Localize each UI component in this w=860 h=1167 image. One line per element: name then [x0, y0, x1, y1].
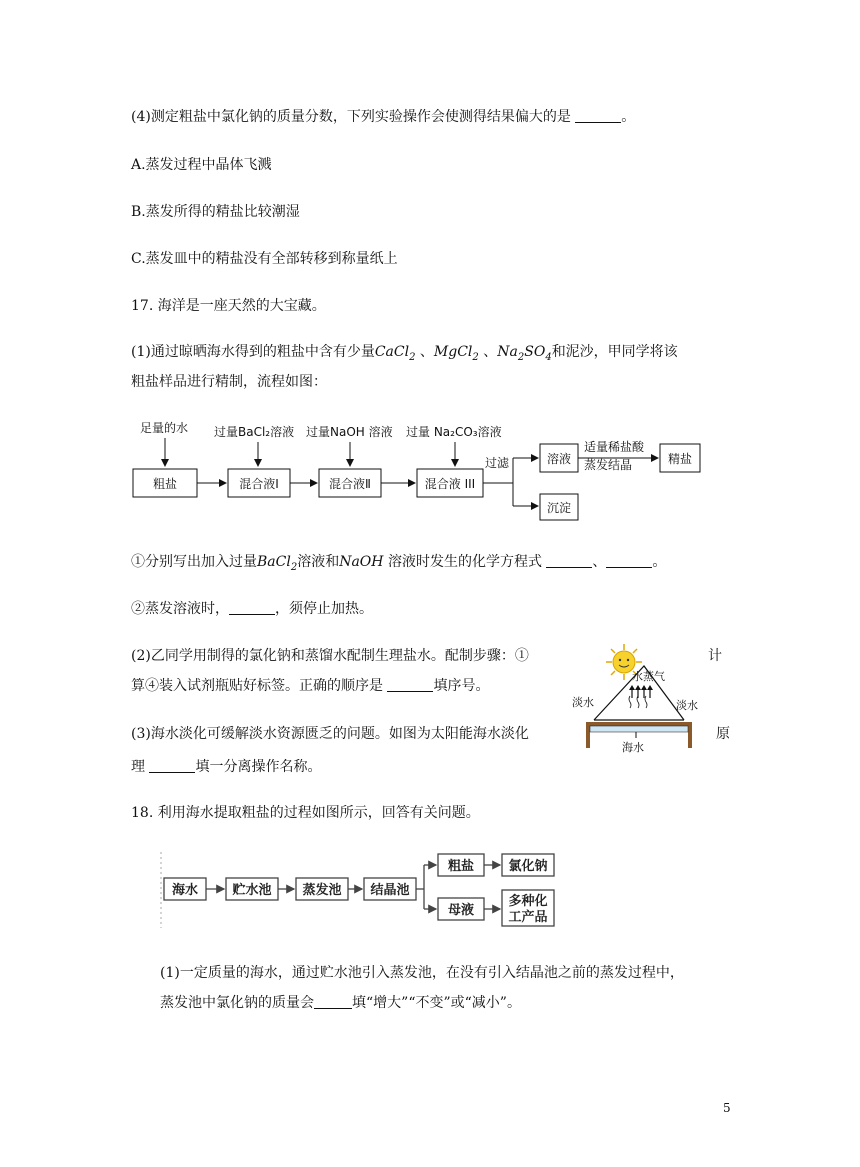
- q17-c2: ②蒸发溶液时， ，须停止加热。: [131, 601, 373, 617]
- q18-title: 18. 利用海水提取粗盐的过程如图所示，回答有关问题。: [131, 805, 480, 821]
- svg-text:多种化: 多种化: [508, 894, 548, 909]
- sea-salt-flowchart: [160, 848, 560, 930]
- q17-part2-line1: (2)乙同学用制得的氯化钠和蒸馏水配制生理盐水。配制步骤：①: [131, 648, 529, 664]
- label-add-bacl2: 过量BaCl₂溶液: [214, 425, 295, 439]
- answer-blank: [149, 758, 195, 773]
- label-evaporate: 蒸发结晶: [584, 458, 633, 472]
- svg-text:溶液: 溶液: [546, 452, 572, 466]
- svg-text:粗盐: 粗盐: [447, 859, 475, 874]
- svg-text:混合液 III: 混合液 III: [424, 477, 476, 491]
- label-add-na2co3: 过量 Na₂CO₃溶液: [406, 425, 502, 439]
- svg-text:海水: 海水: [171, 883, 199, 898]
- answer-blank: [229, 600, 275, 615]
- svg-text:淡水: 淡水: [572, 696, 594, 709]
- svg-text:海水: 海水: [622, 741, 644, 754]
- q17-part3-line1: (3)海水淡化可缓解淡水资源匮乏的问题。如图为太阳能海水淡化: [131, 726, 529, 742]
- svg-text:沉淀: 沉淀: [546, 501, 572, 515]
- answer-blank: [387, 677, 433, 692]
- q17-part3-tail: 原: [716, 726, 730, 742]
- answer-blank: [575, 108, 621, 123]
- q17-part2-line2: 算④装入试剂瓶贴好标签。正确的顺序是 填序号。: [131, 678, 490, 694]
- svg-text:水蒸气: 水蒸气: [632, 670, 665, 683]
- answer-blank: [314, 994, 352, 1009]
- svg-text:蒸发池: 蒸发池: [302, 883, 342, 898]
- q16-part4: (4)测定粗盐中氯化钠的质量分数，下列实验操作会使测得结果偏大的是 。: [131, 109, 636, 125]
- svg-text:氯化钠: 氯化钠: [508, 859, 548, 874]
- svg-text:精盐: 精盐: [667, 452, 693, 466]
- label-acid: 适量稀盐酸: [584, 440, 645, 454]
- q17-c1: ①分别写出加入过量BaCl$_2$溶液和NaOH 溶液时发生的化学方程式 、 。: [131, 554, 667, 573]
- svg-text:工产品: 工产品: [508, 910, 548, 925]
- svg-text:贮水池: 贮水池: [232, 883, 272, 898]
- svg-text:淡水: 淡水: [676, 699, 698, 712]
- q16-option-c: C.蒸发皿中的精盐没有全部转移到称量纸上: [131, 251, 398, 267]
- label-filter: 过滤: [485, 456, 510, 470]
- answer-blank: [546, 553, 592, 568]
- q16-option-b: B.蒸发所得的精盐比较潮湿: [131, 204, 300, 220]
- q17-part2-tail: 计: [708, 648, 722, 664]
- q17-title: 17. 海洋是一座天然的大宝藏。: [131, 298, 326, 314]
- svg-text:混合液I: 混合液I: [239, 477, 279, 491]
- label-add-naoh: 过量NaOH 溶液: [306, 425, 393, 439]
- purification-flowchart: [130, 414, 710, 526]
- q17-part1-line1: (1)通过晾晒海水得到的粗盐中含有少量CaCl$_2$ 、MgCl$_2$ 、$Na_2SO_4$和泥沙，甲同学将该: [131, 344, 678, 363]
- q17-part3-line2: 理 填一分离操作名称。: [131, 759, 322, 775]
- svg-text:混合液Ⅱ: 混合液Ⅱ: [329, 477, 371, 491]
- q18-part1-line1: (1)一定质量的海水，通过贮水池引入蒸发池，在没有引入结晶池之前的蒸发过程中，: [160, 965, 684, 981]
- q18-part1-line2: 蒸发池中氯化钠的质量会 填“增大”“不变”或“减小”。: [160, 995, 521, 1011]
- label-water: 足量的水: [140, 421, 189, 435]
- svg-text:结晶池: 结晶池: [370, 883, 410, 898]
- solar-desalination-diagram: [572, 642, 702, 782]
- q17-part1-line2: 粗盐样品进行精制，流程如图：: [131, 374, 327, 390]
- q16-option-a: A.蒸发过程中晶体飞溅: [131, 157, 272, 173]
- svg-text:粗盐: 粗盐: [152, 477, 178, 491]
- svg-text:母液: 母液: [447, 903, 475, 918]
- answer-blank: [606, 553, 652, 568]
- page-number: 5: [723, 1101, 731, 1115]
